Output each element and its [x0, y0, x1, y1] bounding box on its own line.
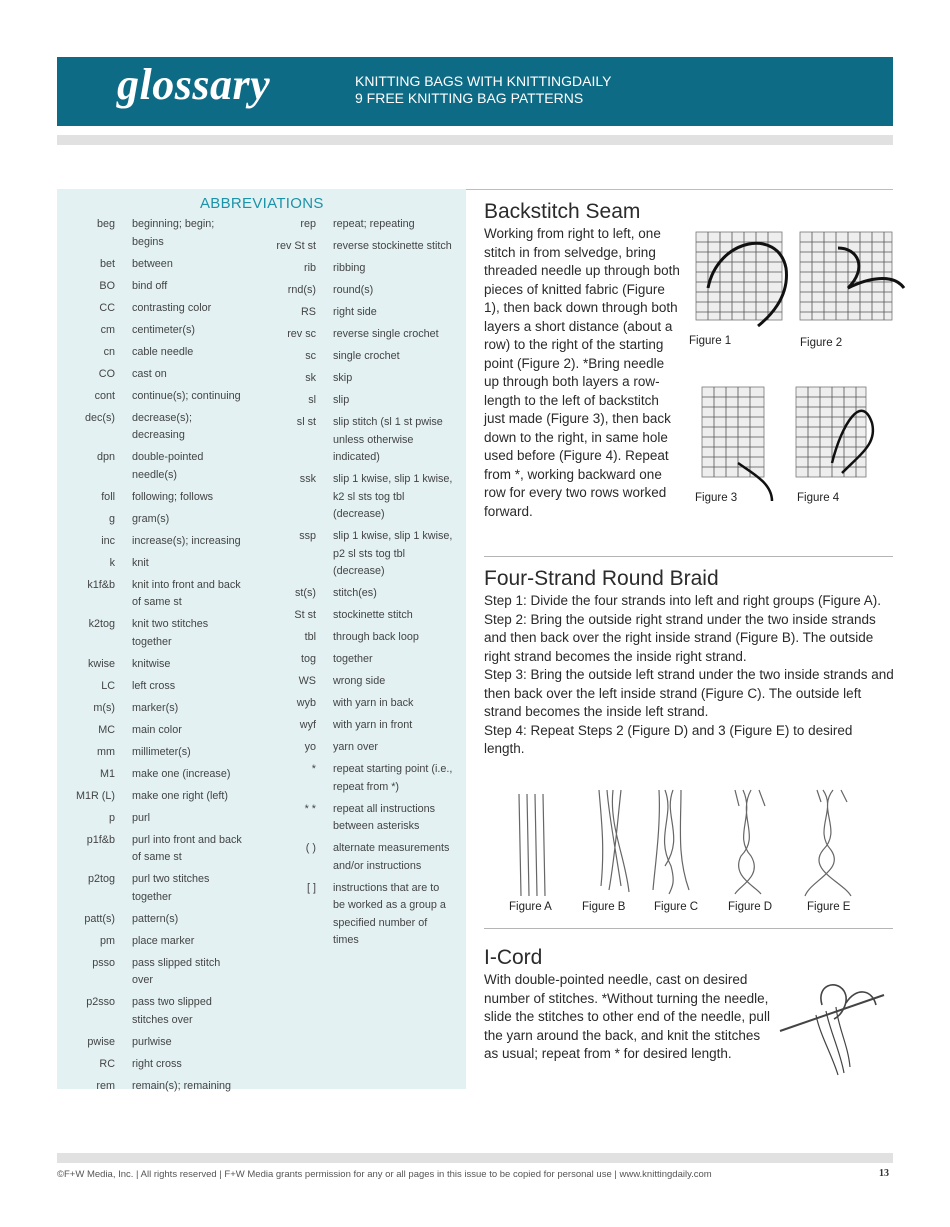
braid-section — [484, 566, 894, 759]
abbreviation-term: rev sc — [287, 328, 316, 340]
abbreviation-term: k2tog — [88, 618, 115, 630]
abbreviation-row — [262, 414, 453, 467]
abbreviation-term: [ ] — [307, 881, 316, 894]
figure-b-label: Figure B — [582, 901, 626, 913]
abbreviations-left-column — [57, 216, 244, 1100]
abbreviation-meaning: pass slipped stitch over — [132, 956, 221, 986]
abbreviation-term: rep — [300, 218, 316, 230]
abbreviation-meaning: continue(s); continuing — [132, 389, 241, 402]
abbreviation-meaning: right side — [333, 306, 377, 318]
abbreviation-meaning: single crochet — [333, 350, 400, 362]
abbreviation-meaning: following; follows — [132, 490, 214, 503]
abbreviation-term: cn — [103, 345, 115, 358]
abbreviation-row — [262, 651, 453, 669]
abbreviation-meaning: cable needle — [132, 345, 194, 358]
abbreviation-term: rem — [96, 1079, 115, 1092]
abbreviation-meaning: slip stitch (sl 1 st pwise unless otherwise indicated) — [333, 416, 443, 463]
abbreviation-row — [262, 260, 453, 278]
abbreviation-term: mm — [97, 745, 115, 758]
abbreviation-row — [262, 282, 453, 300]
abbreviation-term: dpn — [96, 451, 115, 463]
abbreviation-row — [57, 994, 244, 1029]
abbreviation-row — [262, 695, 453, 713]
abbreviation-meaning: gram(s) — [132, 512, 170, 525]
abbreviation-row — [262, 392, 453, 410]
abbreviation-meaning: with yarn in front — [333, 719, 413, 731]
figure-c-label: Figure C — [654, 901, 699, 913]
abbreviation-row — [262, 348, 453, 366]
abbreviation-meaning: make one (increase) — [132, 767, 231, 780]
header-divider-bar — [57, 135, 893, 145]
abbreviation-row — [57, 832, 244, 867]
abbreviation-row — [57, 788, 244, 806]
abbreviation-meaning: cast on — [132, 367, 167, 380]
abbreviation-meaning: main color — [132, 723, 182, 736]
abbreviation-term: st(s) — [295, 587, 316, 599]
abbreviation-row — [262, 880, 453, 950]
braid-step-1: Step 1: Divide the four strands into left and right groups (Figure A). — [484, 593, 881, 608]
abbreviation-row — [262, 370, 453, 388]
abbreviation-term: cont — [94, 389, 115, 402]
abbreviation-row — [57, 766, 244, 784]
section-divider-1 — [484, 556, 893, 557]
header-banner — [57, 57, 893, 126]
abbreviation-meaning: repeat all instructions between asterisks — [333, 802, 436, 832]
abbreviations-heading: ABBREVIATIONS — [200, 195, 324, 212]
abbreviation-term: * — [311, 763, 316, 775]
abbreviation-row — [262, 326, 453, 344]
abbreviation-term: sc — [305, 350, 316, 362]
abbreviation-term: tog — [300, 653, 316, 665]
abbreviation-row — [57, 810, 244, 828]
abbreviation-row — [262, 585, 453, 603]
abbreviation-meaning: round(s) — [333, 284, 374, 296]
abbreviation-term: ssk — [299, 473, 316, 485]
abbreviation-term: psso — [92, 956, 115, 969]
abbreviation-row — [262, 238, 453, 256]
backstitch-text: Working from right to left, one stitch in from selvedge, bring threaded needle up through both pieces of knitted fabric (Figure 1), then back down through both layers a short distance (about a row) to the right of the starting point (Figure 2). *Bring needle up through both layers a row-length to the left of backstitch just made (Figure 3), then back down to the right, in same hole used before (Figure 4). Repeat from *, working backward one row for every two rows worked forward. — [484, 226, 680, 519]
figure-3-label: Figure 3 — [695, 492, 738, 504]
abbreviation-row — [57, 278, 244, 296]
abbreviation-meaning: instructions that are to be worked as a group a specified number of times — [333, 881, 446, 946]
abbreviation-row — [262, 304, 453, 322]
figure-4-label: Figure 4 — [797, 492, 840, 504]
abbreviation-term: ssp — [299, 530, 316, 542]
abbreviation-term: RS — [301, 306, 316, 318]
abbreviation-row — [57, 344, 244, 362]
abbreviation-meaning: stockinette stitch — [333, 609, 413, 621]
braid-step-2: Step 2: Bring the outside right strand under the two inside strands and then back over the right inside strand (Figure B). The outside right strand becomes the inside right strand. — [484, 611, 876, 664]
abbreviation-meaning: between — [132, 257, 173, 270]
abbreviation-term: pwise — [87, 1035, 115, 1048]
abbreviation-meaning: reverse single crochet — [333, 328, 439, 340]
abbreviation-row — [57, 366, 244, 384]
abbreviation-meaning: repeat; repeating — [333, 218, 415, 230]
right-column-top-rule — [466, 189, 893, 190]
abbreviation-term: ( ) — [305, 842, 316, 854]
abbreviation-term: cm — [100, 323, 115, 336]
abbreviation-row — [57, 933, 244, 951]
abbreviation-term: kwise — [88, 657, 115, 670]
figure-a-label: Figure A — [509, 901, 552, 913]
abbreviation-term: BO — [99, 279, 115, 292]
abbreviation-term: beg — [96, 218, 115, 230]
abbreviation-term: sl st — [296, 416, 316, 428]
abbreviation-meaning: place marker — [132, 934, 195, 947]
abbreviation-meaning: beginning; begin; begins — [132, 218, 215, 248]
abbreviation-row — [57, 656, 244, 674]
abbreviation-row — [262, 673, 453, 691]
header-subtitle — [355, 73, 611, 107]
abbreviation-row — [57, 410, 244, 445]
abbreviation-meaning: millimeter(s) — [132, 745, 191, 758]
abbreviation-meaning: reverse stockinette stitch — [333, 240, 452, 252]
abbreviation-row — [57, 700, 244, 718]
abbreviation-term: St st — [294, 609, 316, 621]
abbreviation-meaning: slip 1 kwise, slip 1 kwise, p2 sl sts tog tbl (decrease) — [333, 530, 453, 577]
braid-step-4: Step 4: Repeat Steps 2 (Figure D) and 3 (Figure E) to desired length. — [484, 722, 853, 756]
abbreviation-row — [262, 801, 453, 836]
abbreviation-meaning: knitwise — [132, 657, 171, 670]
abbreviation-term: inc — [101, 534, 115, 547]
abbreviation-meaning: knit two stitches together — [132, 618, 209, 648]
abbreviation-row — [57, 1078, 244, 1096]
abbreviation-meaning: pattern(s) — [132, 912, 179, 925]
abbreviation-term: m(s) — [93, 701, 115, 714]
abbreviation-meaning: left cross — [132, 679, 176, 692]
icord-text: With double-pointed needle, cast on desired number of stitches. *Without turning the needle, slide the stitches to other end of the needle, pull the yarn around the back, and knit the stitches as usual; repeat from * for desired length. — [484, 972, 770, 1061]
abbreviation-row — [57, 911, 244, 929]
abbreviation-meaning: through back loop — [333, 631, 419, 643]
abbreviation-row — [57, 216, 244, 251]
abbreviation-term: p2sso — [86, 996, 115, 1008]
abbreviation-term: dec(s) — [85, 411, 115, 424]
abbreviation-term: tbl — [304, 631, 316, 643]
abbreviation-term: pm — [100, 934, 115, 947]
abbreviation-meaning: slip 1 kwise, slip 1 kwise, k2 sl sts tog tbl (decrease) — [333, 473, 453, 520]
abbreviation-meaning: knit into front and back of same st — [132, 578, 241, 608]
abbreviation-term: M1R (L) — [76, 789, 115, 802]
icord-illustration — [776, 975, 888, 1079]
footer-bar — [57, 1153, 893, 1163]
backstitch-figure-1-2-illustration — [688, 228, 906, 328]
abbreviation-row — [262, 761, 453, 796]
abbreviation-term: * * — [304, 802, 316, 815]
abbreviation-meaning: right cross — [132, 1057, 182, 1070]
abbreviation-term: p1f&b — [86, 833, 115, 846]
abbreviation-meaning: pass two slipped stitches over — [132, 996, 212, 1026]
abbreviation-row — [57, 955, 244, 990]
abbreviation-row — [57, 388, 244, 406]
abbreviation-meaning: ribbing — [333, 262, 366, 274]
abbreviation-term: WS — [298, 675, 316, 687]
abbreviation-meaning: contrasting color — [132, 301, 212, 314]
abbreviation-row — [262, 717, 453, 735]
subtitle-line-1: KNITTING BAGS WITH KNITTINGDAILY — [355, 73, 612, 89]
abbreviation-row — [262, 216, 453, 234]
abbreviation-meaning: wrong side — [333, 675, 386, 687]
abbreviation-row — [57, 449, 244, 484]
abbreviations-right-column — [262, 216, 453, 954]
abbreviation-meaning: make one right (left) — [132, 789, 229, 802]
abbreviation-meaning: skip — [333, 372, 353, 384]
abbreviation-term: rnd(s) — [287, 284, 316, 296]
icord-title: I-Cord — [484, 946, 543, 969]
abbreviation-meaning: decrease(s); decreasing — [132, 411, 193, 441]
abbreviation-row — [57, 678, 244, 696]
abbreviation-meaning: bind off — [132, 279, 168, 292]
abbreviation-term: patt(s) — [84, 912, 115, 925]
abbreviation-term: RC — [99, 1057, 115, 1070]
abbreviation-row — [57, 577, 244, 612]
abbreviation-term: p — [108, 811, 115, 824]
abbreviation-term: MC — [98, 723, 115, 736]
abbreviation-meaning: purl into front and back of same st — [132, 833, 242, 863]
abbreviation-row — [57, 511, 244, 529]
abbreviation-row — [57, 322, 244, 340]
abbreviation-row — [57, 871, 244, 906]
abbreviation-meaning: increase(s); increasing — [132, 534, 241, 547]
abbreviation-meaning: with yarn in back — [333, 697, 414, 709]
abbreviation-term: sk — [305, 372, 316, 384]
abbreviation-term: rib — [304, 262, 316, 274]
abbreviation-term: LC — [101, 679, 115, 692]
abbreviation-row — [57, 555, 244, 573]
abbreviation-term: rev St st — [276, 240, 316, 252]
abbreviation-meaning: centimeter(s) — [132, 323, 195, 336]
abbreviation-row — [57, 533, 244, 551]
abbreviation-term: p2tog — [87, 873, 115, 885]
abbreviation-meaning: together — [333, 653, 373, 665]
abbreviation-row — [57, 1034, 244, 1052]
abbreviation-row — [57, 1056, 244, 1074]
abbreviation-meaning: stitch(es) — [333, 587, 377, 599]
abbreviation-term: k1f&b — [87, 578, 115, 591]
page-number: 13 — [879, 1168, 889, 1179]
backstitch-figure-3-4-illustration — [692, 383, 894, 503]
section-divider-2 — [484, 928, 893, 929]
abbreviation-meaning: purl two stitches together — [132, 873, 210, 903]
figure-d-label: Figure D — [728, 901, 773, 913]
abbreviation-term: wyb — [296, 697, 316, 709]
backstitch-title: Backstitch Seam — [484, 200, 641, 223]
abbreviations-panel — [57, 189, 466, 1092]
page-title: glossary — [117, 60, 271, 109]
abbreviation-row — [57, 256, 244, 274]
abbreviation-term: bet — [99, 257, 115, 270]
figure-1-label: Figure 1 — [689, 335, 732, 347]
abbreviation-term: foll — [101, 490, 115, 503]
abbreviation-row — [57, 300, 244, 318]
abbreviation-meaning: remain(s); remaining — [132, 1079, 232, 1092]
abbreviation-row — [262, 471, 453, 524]
abbreviation-term: CO — [98, 367, 115, 380]
abbreviation-term: CC — [99, 301, 115, 314]
abbreviation-row — [262, 629, 453, 647]
abbreviation-meaning: purlwise — [132, 1035, 172, 1048]
abbreviation-term: wyf — [299, 719, 316, 731]
abbreviation-row — [262, 840, 453, 875]
figure-2-label: Figure 2 — [800, 337, 843, 349]
figure-e-label: Figure E — [807, 901, 851, 913]
abbreviation-row — [57, 722, 244, 740]
braid-figures-illustration — [505, 786, 875, 898]
abbreviation-term: g — [108, 512, 115, 525]
abbreviation-row — [262, 607, 453, 625]
abbreviation-row — [57, 744, 244, 762]
braid-step-3: Step 3: Bring the outside left strand under the two inside strands and then back over the left inside strand (Figure C). The outside left strand becomes the inside left strand. — [484, 667, 894, 719]
abbreviation-row — [57, 616, 244, 651]
abbreviation-row — [57, 489, 244, 507]
abbreviation-row — [262, 528, 453, 581]
abbreviation-meaning: purl — [132, 811, 151, 824]
abbreviation-term: sl — [308, 394, 316, 406]
abbreviation-meaning: double-pointed needle(s) — [132, 451, 204, 481]
abbreviation-meaning: slip — [333, 394, 350, 406]
abbreviation-meaning: yarn over — [333, 741, 379, 753]
footer-copyright: ©F+W Media, Inc. | All rights reserved | F+W Media grants permission for any or all pages in this issue to be copied for personal use | www.knittingdaily.com — [57, 1169, 712, 1180]
abbreviation-meaning: alternate measurements and/or instructions — [333, 842, 450, 872]
abbreviation-term: k — [109, 556, 115, 569]
abbreviation-term: yo — [304, 741, 316, 753]
abbreviation-meaning: knit — [132, 556, 149, 569]
abbreviation-meaning: repeat starting point (i.e., repeat from *) — [333, 763, 453, 793]
abbreviation-meaning: marker(s) — [132, 701, 179, 714]
braid-title: Four-Strand Round Braid — [484, 567, 719, 590]
abbreviation-row — [262, 739, 453, 757]
abbreviation-term: M1 — [100, 767, 115, 780]
subtitle-line-2: 9 FREE KNITTING BAG PATTERNS — [355, 90, 584, 106]
